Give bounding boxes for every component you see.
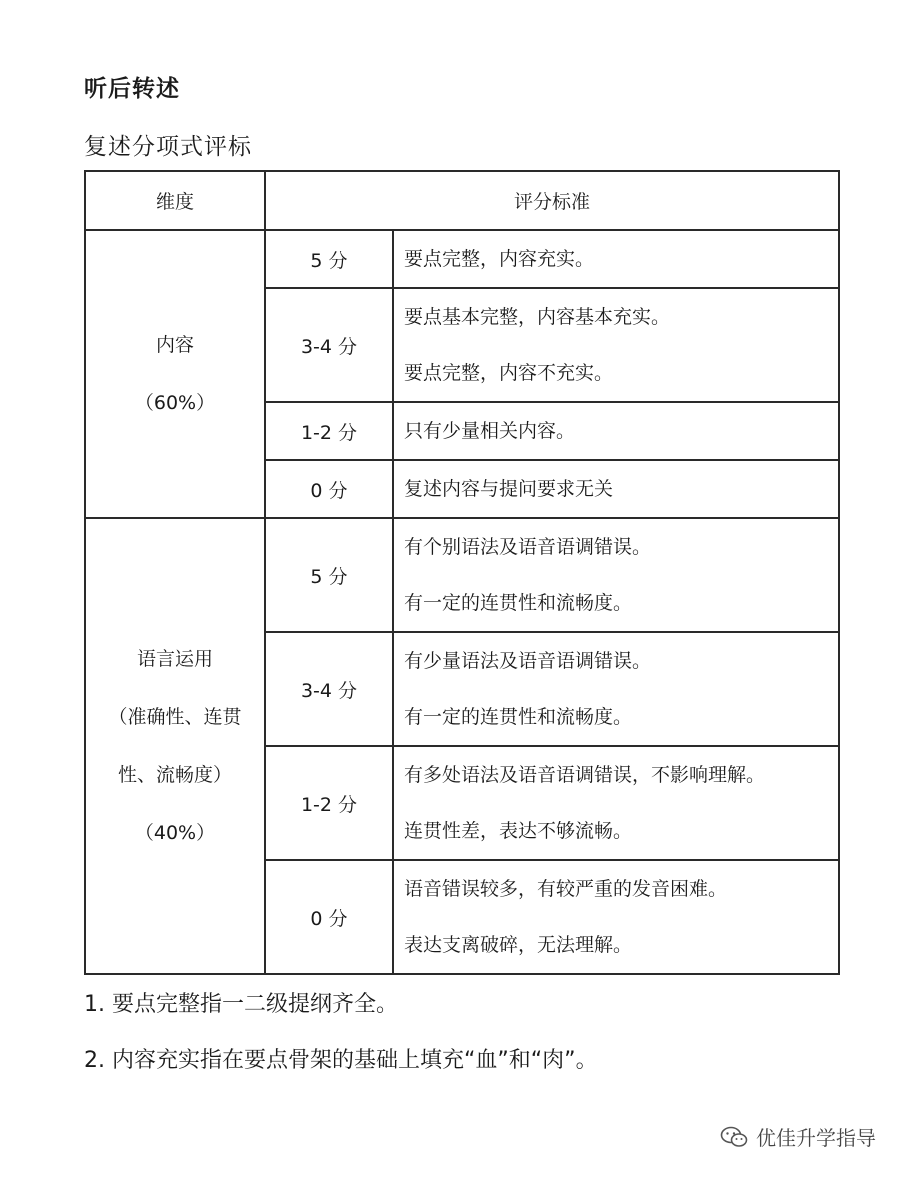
score-cell: 1-2 分 — [265, 746, 393, 860]
watermark — [720, 1122, 876, 1151]
criteria-cell — [393, 632, 839, 746]
criteria-cell — [393, 860, 839, 974]
criteria-cell — [393, 518, 839, 632]
criteria-line: 语音错误较多，有较严重的发音困难。 — [404, 878, 728, 900]
criteria-cell — [393, 460, 839, 518]
score-cell: 3-4 分 — [265, 632, 393, 746]
criteria-line: 有一定的连贯性和流畅度。 — [404, 592, 633, 614]
criteria-line: 只有少量相关内容。 — [404, 420, 576, 442]
table-row — [85, 518, 839, 632]
dimension-subtitle: （准确性、连贯 — [108, 706, 242, 728]
criteria-line: 有个别语法及语音语调错误。 — [404, 536, 652, 558]
criteria-cell — [393, 402, 839, 460]
criteria-line: 复述内容与提问要求无关 — [404, 478, 614, 500]
dimension-weight: （60%） — [134, 392, 216, 414]
score-cell: 0 分 — [265, 860, 393, 974]
watermark-text: 优佳升学指导 — [756, 1126, 876, 1150]
criteria-line: 有少量语法及语音语调错误。 — [404, 650, 652, 672]
table-row — [85, 230, 839, 288]
footnotes — [84, 982, 598, 1094]
criteria-cell — [393, 288, 839, 402]
header-dimension: 维度 — [85, 171, 265, 230]
criteria-cell — [393, 746, 839, 860]
score-cell: 1-2 分 — [265, 402, 393, 460]
criteria-line: 表达支离破碎，无法理解。 — [404, 934, 633, 956]
dimension-cell-content — [85, 230, 265, 518]
dimension-weight: （40%） — [134, 822, 216, 844]
score-cell: 5 分 — [265, 230, 393, 288]
dimension-label: 语言运用 — [136, 648, 213, 670]
table-header-row — [85, 171, 839, 230]
page-heading: 听后转述 — [84, 76, 180, 102]
criteria-cell — [393, 230, 839, 288]
criteria-line: 要点完整，内容不充实。 — [404, 362, 614, 384]
rubric-subheading: 复述分项式评标 — [84, 134, 252, 160]
dimension-subtitle: 性、流畅度） — [117, 764, 232, 786]
criteria-line: 要点完整，内容充实。 — [404, 248, 595, 270]
footnote-2: 2. 内容充实指在要点骨架的基础上填充“血”和“肉”。 — [84, 1048, 598, 1073]
footnote-1: 1. 要点完整指一二级提纲齐全。 — [84, 992, 398, 1017]
criteria-line: 要点基本完整，内容基本充实。 — [404, 306, 671, 328]
dimension-label: 内容 — [155, 334, 194, 356]
dimension-cell-language — [85, 518, 265, 974]
criteria-line: 有一定的连贯性和流畅度。 — [404, 706, 633, 728]
score-cell: 5 分 — [265, 518, 393, 632]
header-criteria: 评分标准 — [265, 171, 839, 230]
rubric-table — [84, 170, 840, 975]
wechat-icon — [720, 1126, 748, 1148]
criteria-line: 连贯性差，表达不够流畅。 — [404, 820, 633, 842]
score-cell: 3-4 分 — [265, 288, 393, 402]
score-cell: 0 分 — [265, 460, 393, 518]
criteria-line: 有多处语法及语音语调错误，不影响理解。 — [404, 764, 766, 786]
